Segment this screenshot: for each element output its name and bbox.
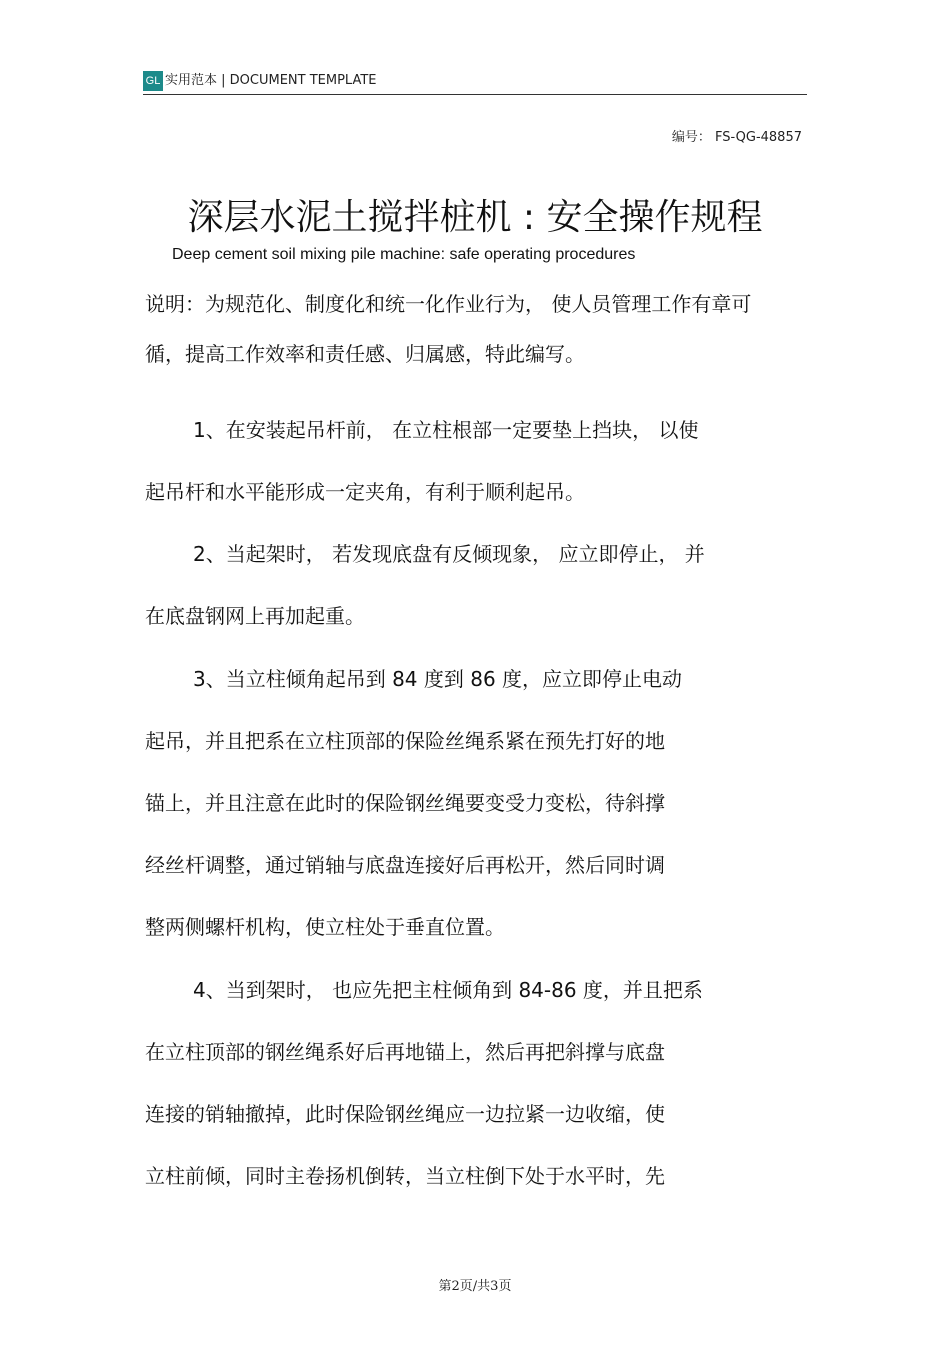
item-3-line-5: 整两侧螺杆机构，使立柱处于垂直位置。 — [145, 915, 505, 939]
item-4-line-1: 4、当到架时， 也应先把主柱倾角到 84-86 度，并且把系 — [193, 978, 703, 1002]
document-title: 深层水泥土搅拌桩机 : 安全操作规程 — [187, 197, 763, 239]
item-3-line-1: 3、当立柱倾角起吊到 84 度到 86 度，应立即停止电动 — [193, 667, 683, 691]
description-line-2: 循，提高工作效率和责任感、归属感，特此编写。 — [145, 342, 585, 366]
item-4-line-3: 连接的销轴撤掉，此时保险钢丝绳应一边拉紧一边收缩，使 — [145, 1102, 665, 1126]
item-4-line-2: 在立柱顶部的钢丝绳系好后再地锚上，然后再把斜撑与底盘 — [145, 1040, 665, 1064]
item-1-line-1: 1、在安装起吊杆前， 在立柱根部一定要垫上挡块， 以使 — [193, 418, 699, 442]
gl-logo: GL — [143, 71, 163, 91]
document-subtitle: Deep cement soil mixing pile machine: safe operating procedures — [172, 246, 636, 263]
page-header — [143, 70, 807, 95]
document-number: 编号： FS-QG-48857 — [671, 130, 802, 145]
item-3-line-2: 起吊，并且把系在立柱顶部的保险丝绳系紧在预先打好的地 — [145, 729, 665, 753]
item-2-line-2: 在底盘钢网上再加起重。 — [145, 604, 365, 628]
item-1-line-2: 起吊杆和水平能形成一定夹角，有利于顺利起吊。 — [145, 480, 585, 504]
item-2-line-1: 2、当起架时， 若发现底盘有反倾现象， 应立即停止， 并 — [193, 542, 705, 566]
item-3-line-3: 锚上，并且注意在此时的保险钢丝绳要变受力变松，待斜撑 — [145, 791, 665, 815]
item-4-line-4: 立柱前倾，同时主卷扬机倒转，当立柱倒下处于水平时，先 — [145, 1164, 665, 1188]
page-footer: 第2页/共3页 — [438, 1279, 512, 1294]
description-line-1: 说明：为规范化、制度化和统一化作业行为， 使人员管理工作有章可 — [145, 292, 752, 316]
header-label: 实用范本 | DOCUMENT TEMPLATE — [165, 73, 377, 88]
item-3-line-4: 经丝杆调整，通过销轴与底盘连接好后再松开，然后同时调 — [145, 853, 665, 877]
